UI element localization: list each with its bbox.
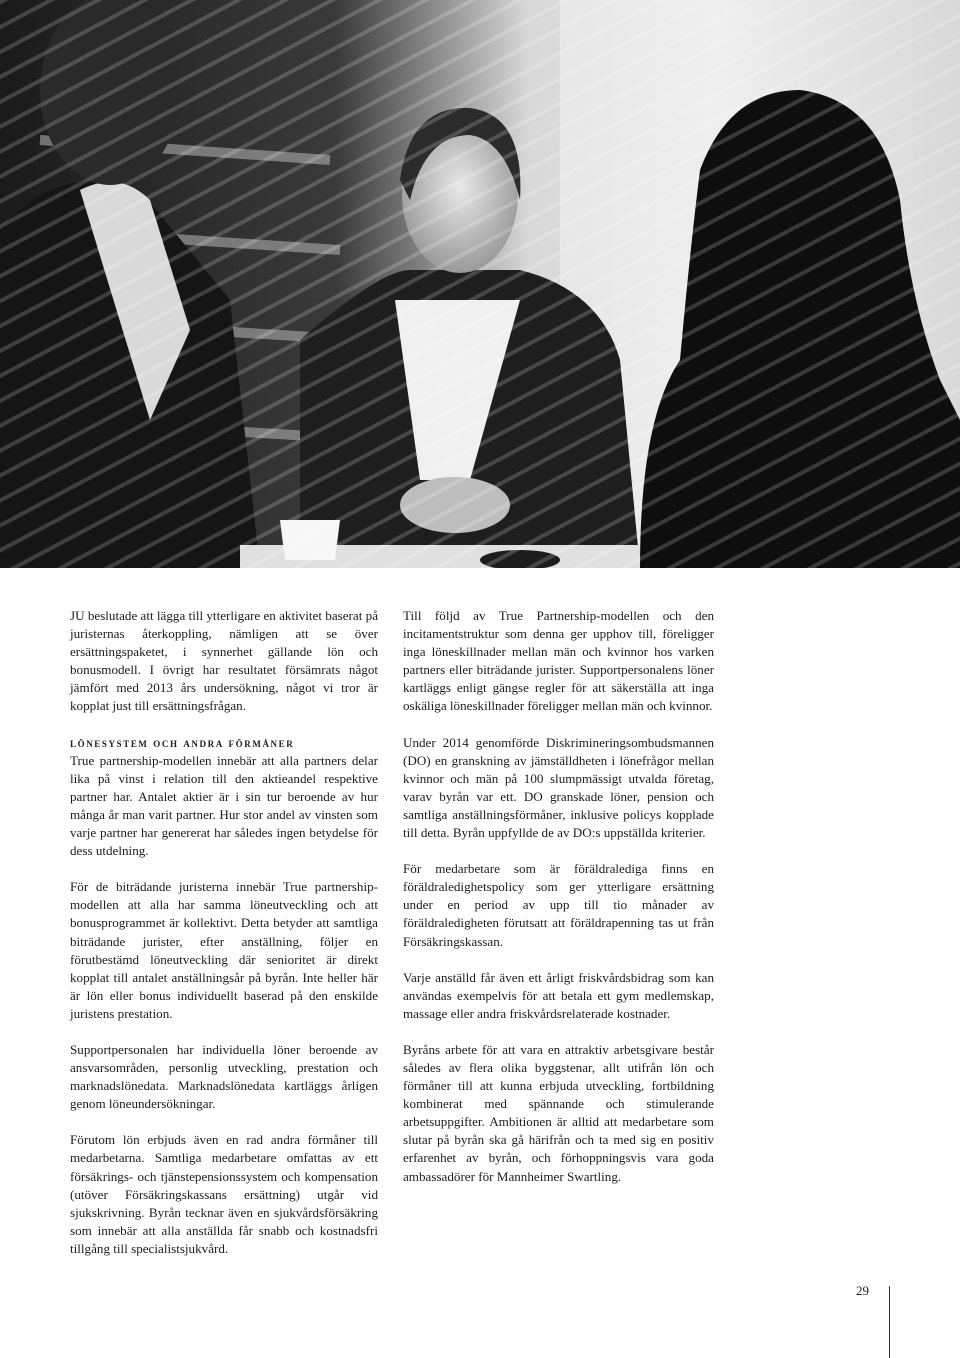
- paragraph: True partnership-modellen innebär att alla partners delar lika på vinst i relation till den aktieandel respektive partner har. Antalet aktier är i sin tur beroende av hur många år man varit partner. Hur stor andel av vinsten som varje partner har genererat har således ingen betydelse för dess utdelning.: [70, 752, 378, 859]
- section-heading: lönesystem och andra förmåner: [70, 735, 295, 750]
- paragraph: JU beslutade att lägga till ytterligare en aktivitet baserat på juristernas återkoppling, nämligen att se över ersättningspaketet, i synnerhet gällande lön och bonusmodell. I övrigt har resultatet försämrats något jämfört med 2013 års undersökning, något vi tror är kopplat just till ersättningsfrågan.: [70, 608, 378, 714]
- right-text-column: [403, 607, 714, 1204]
- paragraph: Under 2014 genomförde Diskrimineringsombudsmannen (DO) en granskning av jämställdheten i lönefrågor mellan kvinnor och män på 100 slumpmässigt utvalda företag, varav byrån var ett. DO granskade löner, pension och samtliga anställningsförmåner, inklusive policys kopplade till detta. Byrån uppfyllde de av DO:s uppställda kriterier.: [403, 734, 714, 841]
- paragraph: Till följd av True Partnership-modellen och den incitamentstruktur som denna ger upphov till, föreligger inga löneskillnader mellan män och kvinnor hos varken partners eller biträdande jurister. Supportpersonalens löner kartläggs enligt gängse regler för att säkerställa att inga oskäliga löneskillnader föreligger mellan män och kvinnor.: [403, 608, 714, 714]
- paragraph: Supportpersonalen har individuella löner beroende av ansvarsområden, personlig utveckling, prestation och marknadslönedata. Marknadslönedata kartläggs årligen genom löneundersökningar.: [70, 1041, 378, 1112]
- paragraph: Förutom lön erbjuds även en rad andra förmåner till medarbetarna. Samtliga medarbetare omfattas av ett försäkrings- och tjänstepensionssystem och kompensation (utöver Försäkringskassans ersättning) utgår vid sjukskrivning. Byrån tecknar även en sjukvårdsförsäkring som innebär att alla anställda får snabb och kostnadsfri tillgång till specialistsjukvård.: [70, 1132, 378, 1256]
- meeting-photo: [0, 0, 960, 568]
- page-number: 29: [856, 1283, 869, 1298]
- paragraph: För de biträdande juristerna innebär True partnership-modellen att alla har samma löneutveckling och att bonusprogrammet är kollektivt. Detta betyder att samtliga biträdande jurister, efter anställning, följer en förutbestämd löneutveckling där senioritet är direkt kopplat till antalet anställningsår på byrån. Inte heller här är lön eller bonus individuellt baserad på den enskilde juristens prestation.: [70, 879, 378, 1021]
- page-number-rule: [889, 1286, 890, 1358]
- paragraph: Varje anställd får även ett årligt friskvårdsbidrag som kan användas exempelvis för att betala ett gym medlemskap, massage eller andra friskvårdsrelaterade kostnader.: [403, 969, 714, 1021]
- left-text-column: [70, 607, 378, 1276]
- paragraph: Byråns arbete för att vara en attraktiv arbetsgivare består således av flera olika byggstenar, allt utifrån lön och förmåner till att kunna erbjuda utveckling, fortbildning kombinerat med spännande och stimulerande arbetsuppgifter. Ambitionen är alltid att medarbetare som slutar på byrån ska gå härifrån och ta med sig en positiv erfarenhet av byrån, och förhoppningsvis vara goda ambassadörer för Mannheimer Swartling.: [403, 1041, 714, 1184]
- paragraph: För medarbetare som är föräldralediga finns en föräldraledighetspolicy som ger ytterligare ersättning under en period av upp till tio månader av föräldraledigheten förutsatt att föräldrapenning tas ut från Försäkringskassan.: [403, 861, 714, 949]
